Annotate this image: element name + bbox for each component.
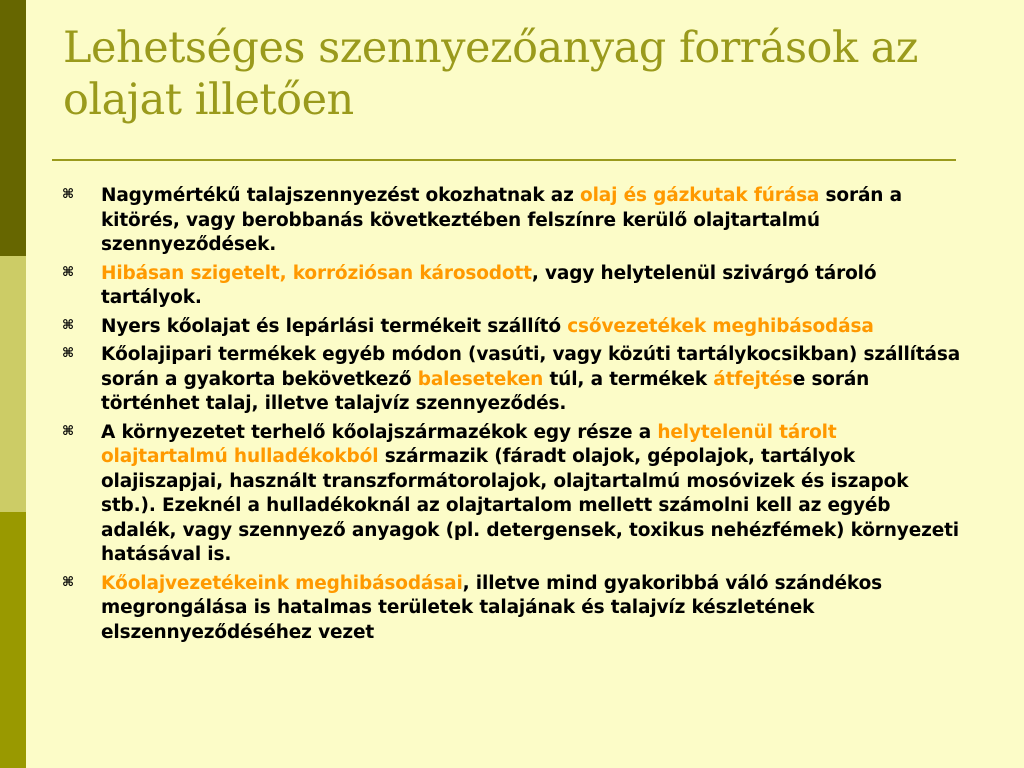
command-key-icon: ⌘	[62, 187, 74, 202]
bullet-text: , illetve mind gyakoribbá váló szándékos megrongálása is hatalmas területek talajának és talajvíz készletének elszennyeződéséhez vezet	[101, 572, 883, 643]
bullet-text: Kőolajipari termékek egyéb módon (vasúti, vagy közúti tartálykocsikban) szállítása során a gyakorta bekövetkező	[101, 344, 961, 390]
bullet-item	[62, 421, 962, 568]
highlighted-text: Hibásan szigetelt, korróziósan károsodott	[101, 262, 532, 284]
bullet-text: túl, a termékek	[543, 368, 714, 390]
command-key-icon: ⌘	[62, 346, 74, 361]
sidebar-segment-middle	[0, 256, 26, 512]
bullet-item	[62, 315, 962, 340]
bullet-text: Nagymértékű talajszennyezést okozhatnak az	[101, 185, 581, 206]
highlighted-text: baleseteken	[417, 368, 544, 390]
sidebar-segment-top	[0, 0, 26, 256]
bullet-list	[62, 184, 962, 649]
sidebar-segment-bottom	[0, 512, 26, 768]
slide-title-line-2: olajat illetően	[63, 75, 354, 125]
highlighted-text: csővezetékek meghibásodása	[567, 315, 874, 337]
highlighted-text: átfejtés	[713, 368, 793, 390]
bullet-text: A környezetet terhelő kőolajszármazékok egy része a	[101, 421, 658, 443]
sidebar-decoration	[0, 0, 26, 768]
title-divider	[52, 159, 956, 161]
bullet-text: e során történhet talaj, illetve talajvíz szennyeződés.	[101, 368, 870, 414]
highlighted-text: olaj és gázkutak fúrása	[580, 185, 820, 206]
bullet-item	[62, 572, 962, 646]
bullet-text: származik (fáradt olajok, gépolajok, tartályok olajiszapjai, használt transzformátorolajok, olajtartalmú mosóvizek és iszapok stb.). Ezeknél a hulladékoknál az olajtartalom mellett számolni kell az egyéb adalék, vagy szennyező anyagok (pl. detergensek, toxikus nehézfémek) környezeti hatásával is.	[101, 446, 959, 565]
command-key-icon: ⌘	[62, 574, 74, 590]
bullet-text: , vagy helytelenül szivárgó tároló tartályok.	[101, 262, 877, 308]
bullet-item	[62, 262, 962, 311]
command-key-icon: ⌘	[62, 317, 74, 333]
command-key-icon: ⌘	[62, 264, 74, 280]
highlighted-text: Kőolajvezetékeink meghibásodásai	[101, 572, 463, 594]
bullet-item	[62, 343, 962, 417]
bullet-text: Nyers kőolajat és lepárlási termékeit szállító	[101, 315, 568, 337]
slide-title-line-1: Lehetséges szennyezőanyag források az	[63, 23, 918, 73]
bullet-text: során a kitörés, vagy berobbanás következtében felszínre kerülő olajtartalmú szennyeződések.	[101, 185, 902, 255]
slide-title	[63, 22, 963, 126]
bullet-item	[62, 184, 962, 258]
highlighted-text: helytelenül tárolt olajtartalmú hulladékokból	[101, 421, 837, 467]
command-key-icon: ⌘	[62, 423, 74, 439]
